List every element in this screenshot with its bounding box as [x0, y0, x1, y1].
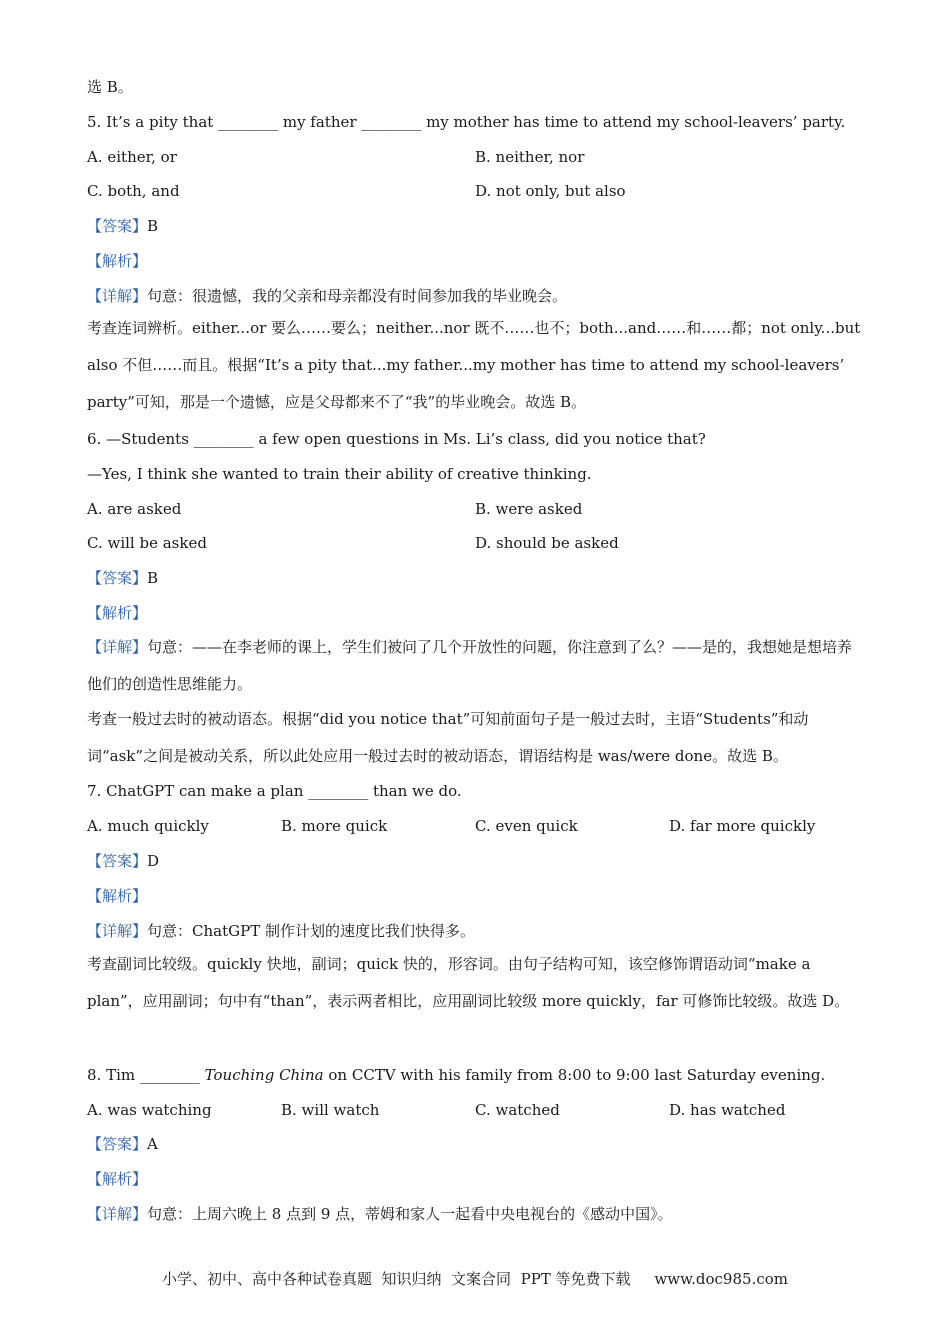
- q6-option-d: D. should be asked: [475, 534, 619, 552]
- q5-analysis-tag: 【解析】: [87, 252, 148, 270]
- q5-option-b: B. neither, nor: [475, 148, 585, 166]
- q8-program-title: Touching China: [204, 1066, 324, 1084]
- q5-detail: [87, 286, 862, 306]
- q5-stem: 5. It’s a pity that ________ my father ________ my mother has time to attend my school-leavers’ party.: [87, 113, 846, 131]
- q5-option-c: C. both, and: [87, 182, 180, 200]
- q6-stem: 6. —Students ________ a few open questions in Ms. Li’s class, did you notice that?: [87, 430, 706, 448]
- q8-option-a: A. was watching: [87, 1101, 212, 1119]
- q7-stem: 7. ChatGPT can make a plan ________ than we do.: [87, 782, 462, 800]
- q6-option-c: C. will be asked: [87, 534, 207, 552]
- detail-tag: 【详解】: [87, 922, 148, 940]
- answer-tag: 【答案】: [87, 217, 148, 235]
- detail-tag: 【详解】: [87, 1205, 148, 1223]
- q5-option-d: D. not only, but also: [475, 182, 626, 200]
- q5-option-a: A. either, or: [87, 148, 177, 166]
- q8-stem-start: 8. Tim ________: [87, 1066, 205, 1084]
- q7-option-d: D. far more quickly: [669, 817, 816, 835]
- q6-explanation: 考查一般过去时的被动语态。根据“did you notice that”可知前面句子是一般过去时，主语“Students”和动词“ask”之间是被动关系，所以此处应用一般过去时的被动语态，谓语结构是 was/were done。故选 B。: [87, 710, 809, 765]
- detail-tag: 【详解】: [87, 638, 148, 656]
- answer-tag: 【答案】: [87, 1135, 148, 1153]
- q7-option-a: A. much quickly: [87, 817, 209, 835]
- answer-value: B: [147, 569, 159, 587]
- intro-line: 选 B。: [87, 78, 133, 96]
- detail-text: 句意：——在李老师的课上，学生们被问了几个开放性的问题，你注意到了么？——是的，我想她是想培养他们的创造性思维能力。: [87, 638, 853, 693]
- q6-option-b: B. were asked: [475, 500, 583, 518]
- q8-stem: [87, 1065, 862, 1085]
- q6-answer: [87, 568, 862, 588]
- detail-text: 句意：ChatGPT 制作计划的速度比我们快得多。: [147, 922, 475, 940]
- q7-analysis-tag: 【解析】: [87, 887, 148, 905]
- q8-analysis-tag: 【解析】: [87, 1170, 148, 1188]
- detail-text: 句意：很遗憾，我的父亲和母亲都没有时间参加我的毕业晚会。: [147, 287, 568, 305]
- q5-explanation: 考查连词辨析。either...or 要么……要么；neither...nor 既不……也不；both...and……和……都；not only...but also 不但……而且。根据“It’s a pity that...my father...my mother has time to attend my school-leavers’ party”可知，那是一个遗憾，应是父母都来不了“我”的毕业晚会。故选 B。: [87, 319, 861, 411]
- answer-tag: 【答案】: [87, 569, 148, 587]
- q8-option-d: D. has watched: [669, 1101, 786, 1119]
- q6-reply: —Yes, I think she wanted to train their ability of creative thinking.: [87, 465, 592, 483]
- q8-stem-end: on CCTV with his family from 8:00 to 9:00 last Saturday evening.: [323, 1066, 826, 1084]
- answer-value: B: [147, 217, 159, 235]
- q7-option-c: C. even quick: [475, 817, 578, 835]
- q8-detail: [87, 1204, 862, 1224]
- answer-tag: 【答案】: [87, 852, 148, 870]
- q8-option-c: C. watched: [475, 1101, 560, 1119]
- q7-option-b: B. more quick: [281, 817, 388, 835]
- q7-answer: [87, 851, 862, 871]
- detail-text: 句意：上周六晚上 8 点到 9 点，蒂姆和家人一起看中央电视台的《感动中国》。: [147, 1205, 673, 1223]
- answer-value: A: [147, 1135, 158, 1153]
- detail-tag: 【详解】: [87, 287, 148, 305]
- q7-explanation: 考查副词比较级。quickly 快地，副词；quick 快的，形容词。由句子结构可知，该空修饰谓语动词“make a plan”，应用副词；句中有“than”，表示两者相比，应用副词比较级 more quickly，far 可修饰比较级。故选 D。: [87, 955, 850, 1010]
- q8-option-b: B. will watch: [281, 1101, 380, 1119]
- page-footer: 小学、初中、高中各种试卷真题 知识归纳 文案合同 PPT 等免费下载 www.doc985.com: [161, 1270, 788, 1288]
- answer-value: D: [147, 852, 160, 870]
- q6-detail: [87, 629, 862, 703]
- q6-analysis-tag: 【解析】: [87, 604, 148, 622]
- q5-answer: [87, 216, 862, 236]
- q8-answer: [87, 1134, 862, 1154]
- q6-option-a: A. are asked: [87, 500, 182, 518]
- q7-detail: [87, 921, 862, 941]
